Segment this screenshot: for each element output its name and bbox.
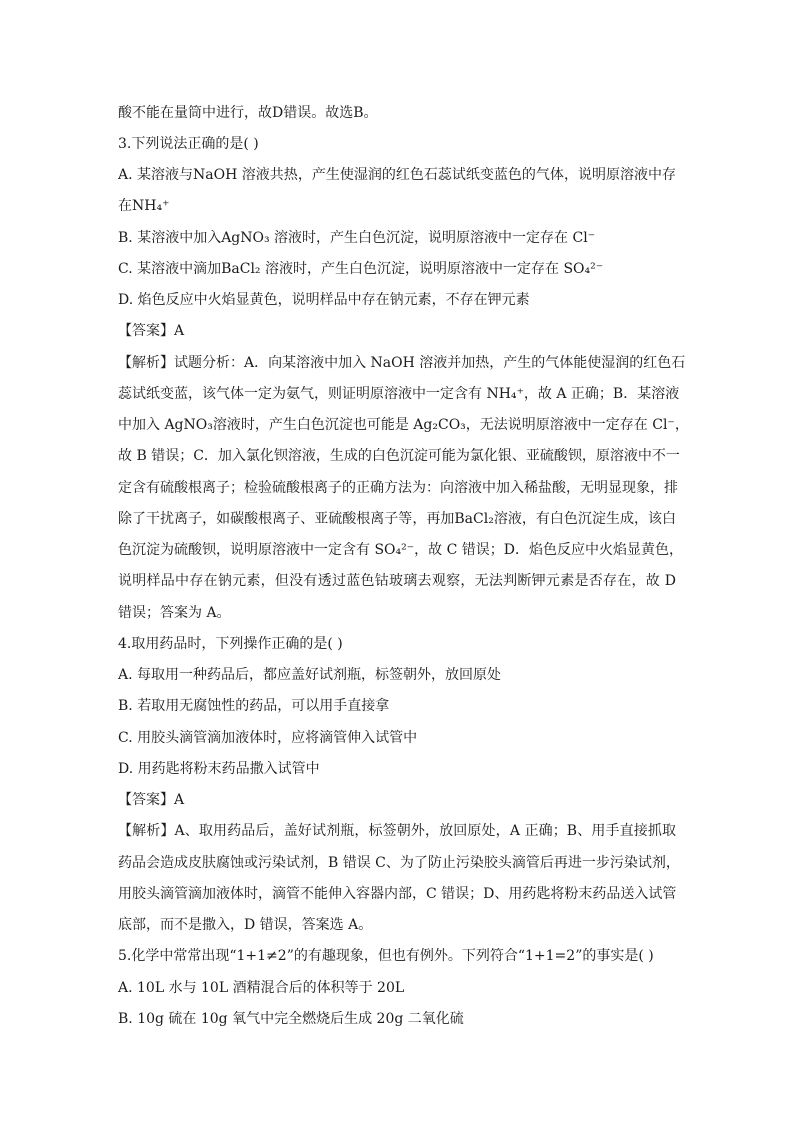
question-3-analysis: 蕊试纸变蓝，该气体一定为氨气，则证明原溶液中一定含有 NH₄⁺，故 A 正确；B．某溶液 <box>118 386 680 402</box>
question-3-analysis: 色沉淀为硫酸钡，说明原溶液中一定含有 SO₄²⁻，故 C 错误；D．焰色反应中火焰显黄色， <box>118 542 683 558</box>
question-4-answer: 【答案】A <box>118 792 185 808</box>
question-4-option-d: D. 用药匙将粉末药品撒入试管中 <box>118 761 320 777</box>
question-3-option-b: B. 某溶液中加入AgNO₃ 溶液时，产生白色沉淀，说明原溶液中一定存在 Cl⁻ <box>118 230 596 246</box>
question-4-option-c: C. 用胶头滴管滴加液体时，应将滴管伸入试管中 <box>118 730 418 746</box>
question-3-analysis: 除了干扰离子，如碳酸根离子、亚硫酸根离子等，再加BaCl₂溶液，有白色沉淀生成，该白 <box>118 511 676 527</box>
question-5-option-a: A. 10L 水与 10L 酒精混合后的体积等于 20L <box>118 980 405 996</box>
question-3-analysis: 【解析】试题分析：A．向某溶液中加入 NaOH 溶液并加热，产生的气体能使湿润的红色石 <box>118 355 686 371</box>
question-3-option-a-cont: 在NH₄⁺ <box>118 198 170 214</box>
question-3-analysis: 说明样品中存在钠元素，但没有透过蓝色钴玻璃去观察，无法判断钾元素是否存在，故 D <box>118 573 676 589</box>
question-3-option-a: A. 某溶液与NaOH 溶液共热，产生使湿润的红色石蕊试纸变蓝色的气体，说明原溶液中存 <box>118 167 676 183</box>
question-3-option-c: C. 某溶液中滴加BaCl₂ 溶液时，产生白色沉淀，说明原溶液中一定存在 SO₄²⁻ <box>118 261 604 277</box>
text-line: 酸不能在量筒中进行，故D错误。故选B。 <box>118 105 378 121</box>
question-3-analysis: 定含有硫酸根离子；检验硫酸根离子的正确方法为：向溶液中加入稀盐酸，无明显现象，排 <box>118 480 678 496</box>
question-5-stem: 5.化学中常常出现“1+1≠2”的有趣现象，但也有例外。下列符合“1+1=2”的事实是( ) <box>118 948 654 964</box>
question-5-option-b: B. 10g 硫在 10g 氧气中完全燃烧后生成 20g 二氧化硫 <box>118 1011 464 1027</box>
question-4-analysis: 底部，而不是撒入，D 错误，答案选 A。 <box>118 917 373 933</box>
question-3-option-d: D. 焰色反应中火焰显黄色，说明样品中存在钠元素，不存在钾元素 <box>118 292 530 308</box>
question-4-analysis: 药品会造成皮肤腐蚀或污染试剂，B 错误 C、为了防止污染胶头滴管后再进一步污染试剂， <box>118 855 680 871</box>
question-4-option-a: A. 每取用一种药品后，都应盖好试剂瓶，标签朝外，放回原处 <box>118 667 502 683</box>
question-4-analysis: 【解析】A、取用药品后，盖好试剂瓶，标签朝外，放回原处，A 正确；B、用手直接抓取 <box>118 823 676 839</box>
question-4-stem: 4.取用药品时，下列操作正确的是( ) <box>118 636 343 652</box>
question-3-answer: 【答案】A <box>118 323 185 339</box>
question-3-analysis: 错误；答案为 A。 <box>118 605 231 621</box>
question-3-analysis: 中加入 AgNO₃溶液时，产生白色沉淀也可能是 Ag₂CO₃，无法说明原溶液中一定存在 Cl⁻， <box>118 417 689 433</box>
question-3-analysis: 故 B 错误；C．加入氯化钡溶液，生成的白色沉淀可能为氯化银、亚硫酸钡，原溶液中不一 <box>118 448 680 464</box>
question-3-stem: 3.下列说法正确的是( ) <box>118 136 259 152</box>
question-4-analysis: 用胶头滴管滴加液体时，滴管不能伸入容器内部，C 错误；D、用药匙将粉末药品送入试管 <box>118 886 677 902</box>
question-4-option-b: B. 若取用无腐蚀性的药品，可以用手直接拿 <box>118 698 390 714</box>
